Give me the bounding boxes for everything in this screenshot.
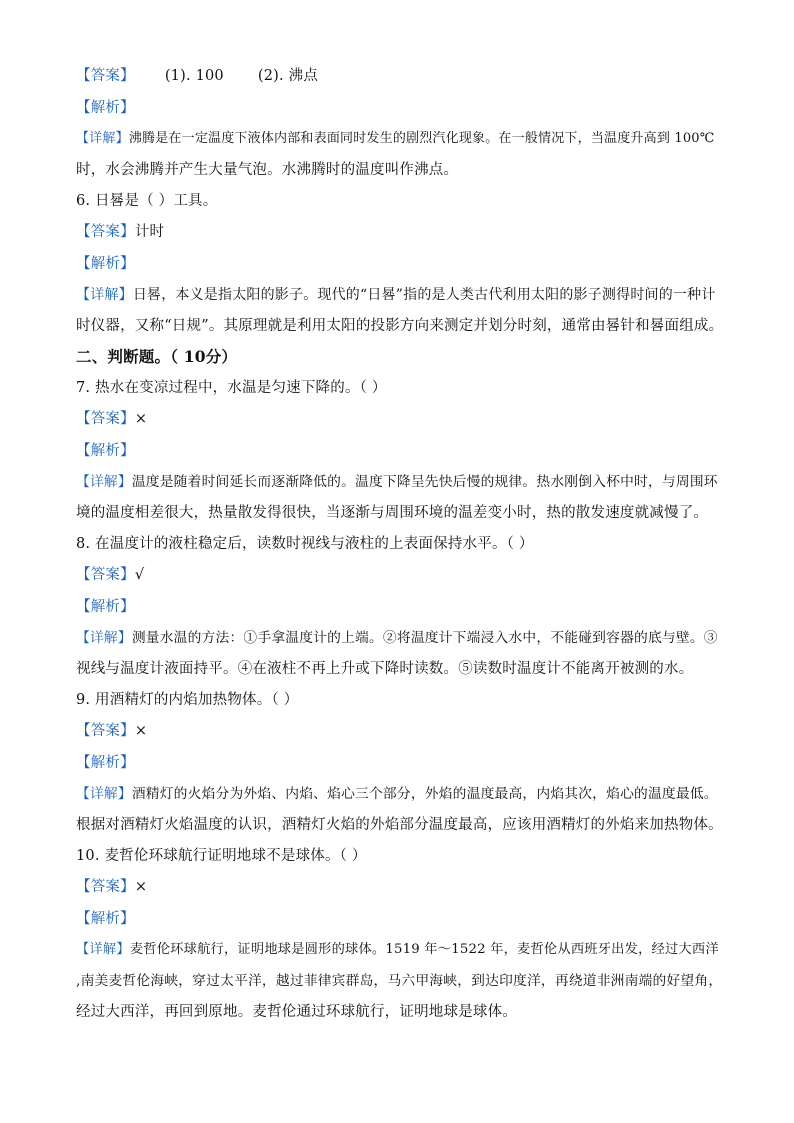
q10-detail-line2: ,南美麦哲伦海峡，穿过太平洋，越过菲律宾群岛，马六甲海峡，到达印度洋，再绕道非洲南端的好望角，	[76, 973, 723, 989]
answer-label: 【答案】	[76, 567, 135, 583]
q6-question: 6. 日晷是（ ）工具。	[76, 193, 218, 209]
q8-detail-text1: 测量水温的方法：①手拿温度计的上端。②将温度计下端浸入水中，不能碰到容器的底与壁。③	[131, 630, 718, 646]
q9-analysis-label: 【解析】	[76, 755, 135, 771]
q10-detail-line1	[76, 940, 726, 960]
q6-detail-text1: 日晷，本义是指太阳的影子。现代的“日晷”指的是人类古代利用太阳的影子测得时间的一种计	[132, 287, 716, 303]
q5-answer-line	[76, 66, 726, 86]
q5-detail-text1: 沸腾是在一定温度下液体内部和表面同时发生的剧烈汽化现象。在一般情况下，当温度升高到 100℃	[128, 131, 715, 146]
q5-detail-line2: 时，水会沸腾并产生大量气泡。水沸腾时的温度叫作沸点。	[76, 162, 459, 178]
q8-answer: √	[134, 567, 145, 583]
q7-detail-line2: 境的温度相差很大，热量散发得很快，当逐渐与周围环境的温差变小时，热的散发速度就减慢了。	[76, 505, 709, 521]
section-heading: 二、判断题。（ 10分）	[76, 347, 238, 366]
q9-detail-line2: 根据对酒精灯火焰温度的认识，酒精灯火焰的外焰部分温度最高，应该用酒精灯的外焰来加热物体。	[76, 817, 723, 833]
detail-label: 【详解】	[76, 630, 132, 646]
q6-answer-line	[76, 222, 726, 242]
q6-detail-line1	[76, 285, 726, 305]
q6-detail-line2: 时仪器，又称“日规”。其原理就是利用太阳的投影方向来测定并划分时刻，通常由晷针和晷面组成。	[76, 318, 724, 334]
answer-label: 【答案】	[76, 879, 135, 895]
answer-label: 【答案】	[76, 411, 135, 427]
detail-label: 【详解】	[76, 287, 133, 303]
detail-label: 【详解】	[76, 474, 132, 490]
q7-answer: ×	[134, 411, 148, 427]
q8-detail-line2: 视线与温度计液面持平。④在液柱不再上升或下降时读数。⑤读数时温度计不能离开被测的水。	[76, 661, 694, 677]
q10-answer: ×	[134, 879, 148, 895]
q7-detail-text1: 温度是随着时间延长而逐渐降低的。温度下降呈先快后慢的规律。热水刚倒入杯中时，与周围环	[131, 474, 718, 490]
detail-label: 【详解】	[76, 131, 129, 146]
q7-detail-line1	[76, 472, 726, 492]
q8-answer-line	[76, 565, 726, 585]
q10-detail-line3: 经过大西洋，再回到原地。麦哲伦通过环球航行，证明地球是球体。	[76, 1004, 517, 1020]
detail-label: 【详解】	[76, 786, 132, 802]
answer-label: 【答案】	[76, 68, 135, 84]
q5-detail-line1	[76, 129, 726, 149]
answer-label: 【答案】	[76, 723, 135, 739]
q10-analysis-label: 【解析】	[76, 911, 135, 927]
q9-detail-text1: 酒精灯的火焰分为外焰、内焰、焰心三个部分，外焰的温度最高，内焰其次，焰心的温度最低。	[131, 786, 718, 802]
detail-label: 【详解】	[76, 942, 130, 957]
q9-answer: ×	[134, 723, 148, 739]
q8-detail-line1	[76, 628, 726, 648]
q7-question: 7. 热水在变凉过程中，水温是匀速下降的。（ ）	[76, 380, 387, 396]
q9-answer-line	[76, 721, 726, 741]
q7-answer-line	[76, 409, 726, 429]
q6-analysis-label: 【解析】	[76, 256, 135, 272]
answer-label: 【答案】	[76, 224, 135, 240]
q9-question: 9. 用酒精灯的内焰加热物体。（ ）	[76, 692, 299, 708]
q10-detail-text1: 麦哲伦环球航行，证明地球是圆形的球体。1519 年～1522 年，麦哲伦从西班牙出发，经过大西洋	[129, 942, 719, 957]
q10-answer-line	[76, 877, 726, 897]
q8-analysis-label: 【解析】	[76, 599, 135, 615]
q9-detail-line1	[76, 784, 726, 804]
q5-answer-b: (2). 沸点	[257, 68, 319, 84]
q8-question: 8. 在温度计的液柱稳定后，读数时视线与液柱的上表面保持水平。（ ）	[76, 536, 534, 552]
q5-answer-a: (1). 100	[164, 68, 224, 84]
q5-analysis-label: 【解析】	[76, 100, 135, 116]
q10-question: 10. 麦哲伦环球航行证明地球不是球体。（ ）	[76, 848, 367, 864]
q6-answer: 计时	[134, 224, 165, 240]
q7-analysis-label: 【解析】	[76, 443, 135, 459]
